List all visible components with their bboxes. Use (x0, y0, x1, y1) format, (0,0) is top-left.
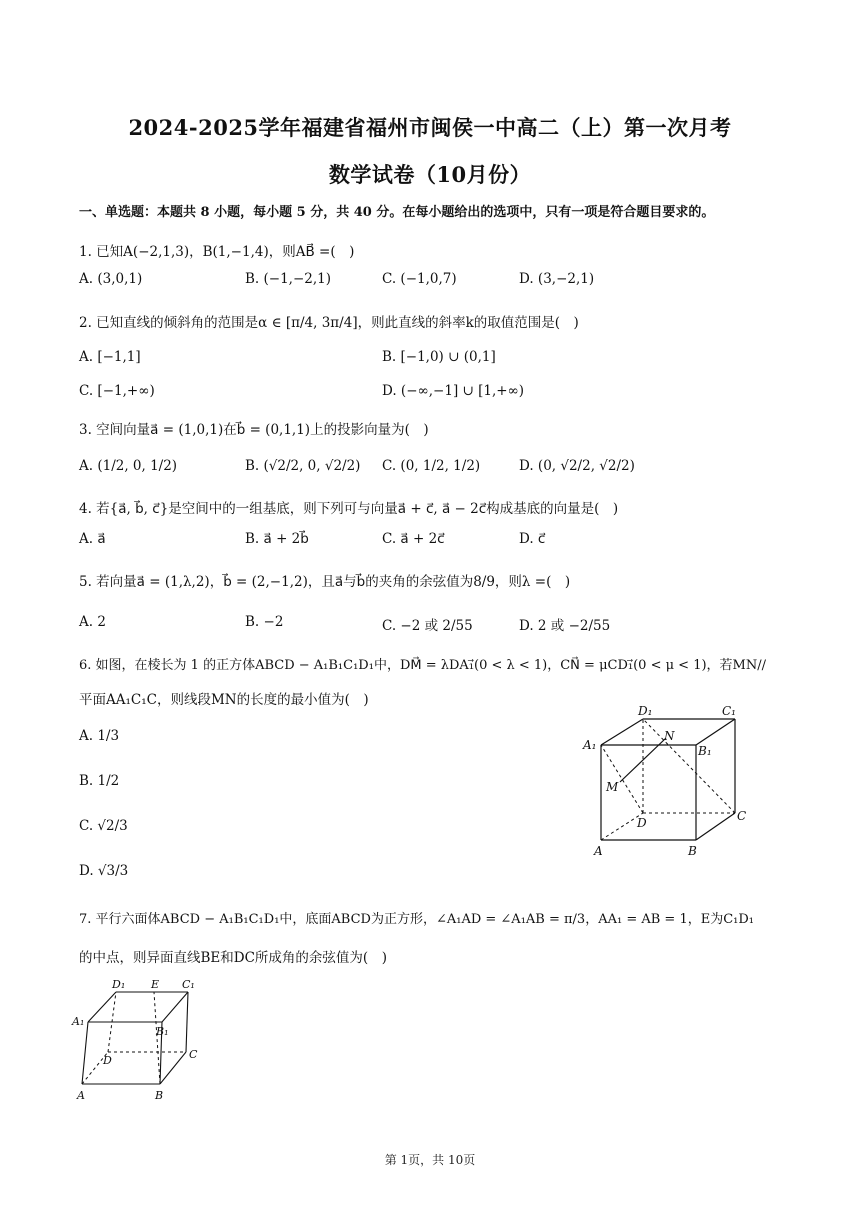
label-n: N (664, 729, 675, 743)
edge-b1-c1 (162, 992, 188, 1022)
question-2-option-b: B. [−1,0) ∪ (0,1] (382, 349, 496, 365)
edge-c1-c (186, 992, 188, 1052)
cube-figure (580, 700, 760, 865)
question-4-option-b: B. a⃗ + 2b⃗ (245, 531, 309, 547)
question-2-option-c: C. [−1,+∞) (79, 383, 155, 399)
label-c: C (737, 809, 747, 823)
question-6-option-d: D. √3/3 (79, 863, 129, 879)
question-3-stem: 3. 空间向量a⃗ = (1,0,1)在b⃗ = (0,1,1)上的投影向量为( ) (79, 422, 429, 438)
edge-a1-d1 (601, 719, 643, 745)
edge-b-c (696, 813, 735, 840)
diagonal-c-d1 (643, 719, 735, 813)
segment-b-e (154, 992, 160, 1084)
label-a: A (594, 844, 603, 858)
question-3-option-c: C. (0, 1/2, 1/2) (382, 458, 481, 474)
question-1-option-a: A. (3,0,1) (79, 271, 143, 287)
label-d1: D₁ (638, 704, 653, 718)
question-3-option-a: A. (1/2, 0, 1/2) (79, 458, 178, 474)
label-d: D (103, 1054, 112, 1067)
question-7-stem-line1: 7. 平行六面体ABCD − A₁B₁C₁D₁中，底面ABCD为正方形，∠A₁AD = ∠A₁AB = π/3，AA₁ = AB = 1，E为C₁D₁ (79, 912, 754, 927)
parallelepiped-figure (70, 975, 210, 1105)
question-3-option-b: B. (√2/2, 0, √2/2) (245, 458, 361, 474)
label-a1: A₁ (72, 1015, 85, 1028)
question-1-stem: 1. 已知A(−2,1,3)，B(1,−1,4)，则AB⃗ =( ) (79, 244, 355, 260)
question-6-stem-line1: 6. 如图，在棱长为 1 的正方体ABCD − A₁B₁C₁D₁中，DM⃗ = λDA₁⃗(0 < λ < 1)，CN⃗ = μCD₁⃗(0 < μ < 1)，若MN// (79, 658, 766, 673)
question-5-stem: 5. 若向量a⃗ = (1,λ,2)，b⃗ = (2,−1,2)，且a⃗与b⃗的夹角的余弦值为8/9，则λ =( ) (79, 574, 571, 590)
label-b: B (155, 1089, 164, 1102)
question-7-stem-line2: 的中点，则异面直线BE和DC所成角的余弦值为( ) (79, 950, 387, 966)
label-a: A (77, 1089, 85, 1102)
question-6-stem-line2: 平面AA₁C₁C，则线段MN的长度的最小值为( ) (79, 692, 369, 708)
edge-a1-d1 (88, 992, 116, 1022)
page-title-line1: 2024-2025学年福建省福州市闽侯一中高二（上）第一次月考 (128, 115, 732, 140)
question-4-option-c: C. a⃗ + 2c⃗ (382, 531, 445, 547)
question-4-stem: 4. 若{a⃗, b⃗, c⃗}是空间中的一组基底，则下列可与向量a⃗ + c⃗, a⃗ − 2c⃗构成基底的向量是( ) (79, 501, 619, 517)
edge-a-a1 (82, 1022, 88, 1084)
question-1-option-d: D. (3,−2,1) (519, 271, 595, 287)
question-5-option-b: B. −2 (245, 614, 284, 630)
label-a1: A₁ (583, 738, 597, 752)
label-c1: C₁ (722, 704, 736, 718)
label-m: M (606, 780, 619, 794)
label-d1: D₁ (112, 978, 126, 991)
question-5-option-d: D. 2 或 −2/55 (519, 618, 611, 634)
label-d: D (637, 816, 647, 830)
question-2-option-d: D. (−∞,−1] ∪ [1,+∞) (382, 383, 525, 399)
label-b1: B₁ (156, 1025, 169, 1038)
label-b1: B₁ (698, 744, 712, 758)
question-5-option-c: C. −2 或 2/55 (382, 618, 473, 634)
question-4-option-d: D. c⃗ (519, 531, 546, 547)
label-e: E (151, 978, 160, 991)
edge-b-c (160, 1052, 186, 1084)
question-2-option-a: A. [−1,1] (79, 349, 141, 365)
page-title-line2: 数学试卷（10月份） (328, 162, 532, 187)
question-3-option-d: D. (0, √2/2, √2/2) (519, 458, 635, 474)
diagonal-d-a1 (601, 745, 643, 813)
question-2-stem: 2. 已知直线的倾斜角的范围是α ∈ [π/4, 3π/4]，则此直线的斜率k的取值范围是( ) (79, 315, 579, 331)
question-1-option-c: C. (−1,0,7) (382, 271, 457, 287)
question-6-option-c: C. √2/3 (79, 818, 128, 834)
label-c1: C₁ (182, 978, 195, 991)
section-heading: 一、单选题：本题共 8 小题，每小题 5 分，共 40 分。在每小题给出的选项中，只有一项是符合题目要求的。 (79, 205, 715, 220)
page-footer: 第 1页，共 10页 (384, 1153, 476, 1167)
label-c: C (189, 1048, 198, 1061)
question-6-option-a: A. 1/3 (79, 728, 120, 744)
question-5-option-a: A. 2 (79, 614, 106, 630)
edge-b1-c1 (696, 719, 735, 745)
question-4-option-a: A. a⃗ (79, 531, 106, 547)
question-6-option-b: B. 1/2 (79, 773, 120, 789)
label-b: B (688, 844, 697, 858)
question-1-option-b: B. (−1,−2,1) (245, 271, 332, 287)
